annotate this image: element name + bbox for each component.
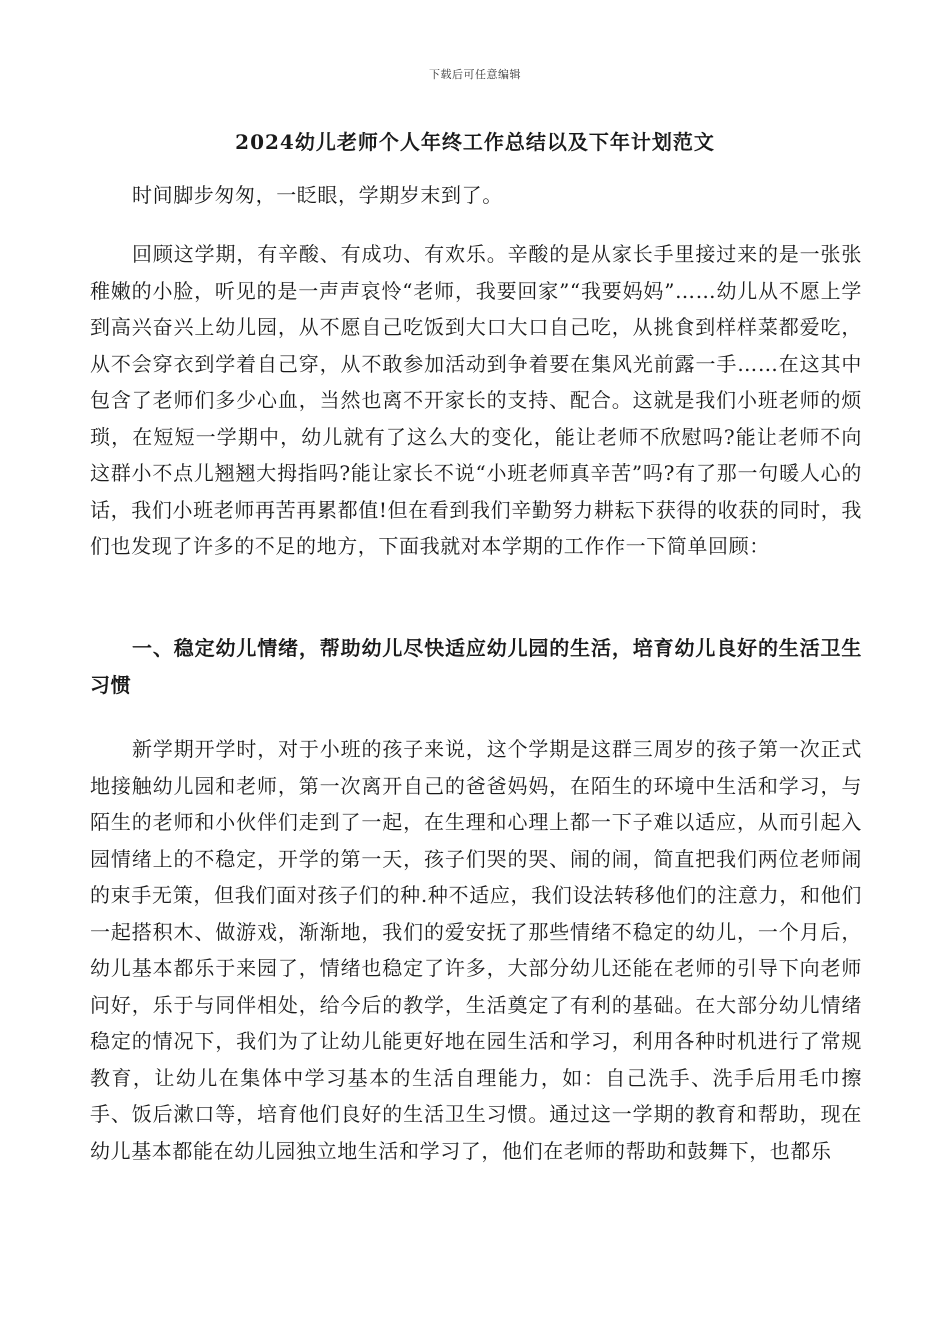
document-title: 2024幼儿老师个人年终工作总结以及下年计划范文	[235, 130, 715, 154]
section-paragraph: 新学期开学时，对于小班的孩子来说，这个学期是这群三周岁的孩子第一次正式地接触幼儿园和老师，第一次离开自己的爸爸妈妈，在陌生的环境中生活和学习，与陌生的老师和小伙伴们走到了一起，在生理和心理上都一下子难以适应，从而引起入园情绪上的不稳定，开学的第一天，孩子们哭的哭、闹的闹，简直把我们两位老师闹的束手无策，但我们面对孩子们的种.种不适应，我们设法转移他们的注意力，和他们一起搭积木、做游戏，渐渐地，我们的爱安抚了那些情绪不稳定的幼儿，一个月后，幼儿基本都乐于来园了，情绪也稳定了许多，大部分幼儿还能在老师的引导下向老师问好，乐于与同伴相处，给今后的教学，生活奠定了有利的基础。在大部分幼儿情绪稳定的情况下，我们为了让幼儿能更好地在园生活和学习，利用各种时机进行了常规教育，让幼儿在集体中学习基本的生活自理能力，如：自己洗手、洗手后用毛巾擦手、饭后漱口等，培育他们良好的生活卫生习惯。通过这一学期的教育和帮助，现在幼儿基本都能在幼儿园独立地生活和学习了，他们在老师的帮助和鼓舞下，也都乐	[90, 737, 862, 1163]
paragraph-review: 回顾这学期，有辛酸、有成功、有欢乐。辛酸的是从家长手里接过来的是一张张稚嫩的小脸，听见的是一声声哀怜“老师，我要回家”“我要妈妈”……幼儿从不愿上学到高兴奋兴上幼儿园，从不愿自己吃饭到大口大口自己吃，从挑食到样样菜都爱吃，从不会穿衣到学着自己穿，从不敢参加活动到争着要在集风光前露一手……在这其中包含了老师们多少心血，当然也离不开家长的支持、配合。这就是我们小班老师的烦琐，在短短一学期中，幼儿就有了这么大的变化，能让老师不欣慰吗?能让老师不向这群小不点儿翘翘大拇指吗?能让家长不说“小班老师真辛苦”吗?有了那一句暖人心的话，我们小班老师再苦再累都值!但在看到我们辛勤努力耕耘下获得的收获的同时，我们也发现了许多的不足的地方，下面我就对本学期的工作作一下简单回顾：	[90, 242, 862, 558]
paragraph-intro: 时间脚步匆匆，一眨眼，学期岁末到了。	[132, 183, 503, 207]
section-heading: 一、稳定幼儿情绪，帮助幼儿尽快适应幼儿园的生活，培育幼儿良好的生活卫生习惯	[90, 636, 862, 697]
header-note: 下载后可任意编辑	[429, 68, 521, 81]
